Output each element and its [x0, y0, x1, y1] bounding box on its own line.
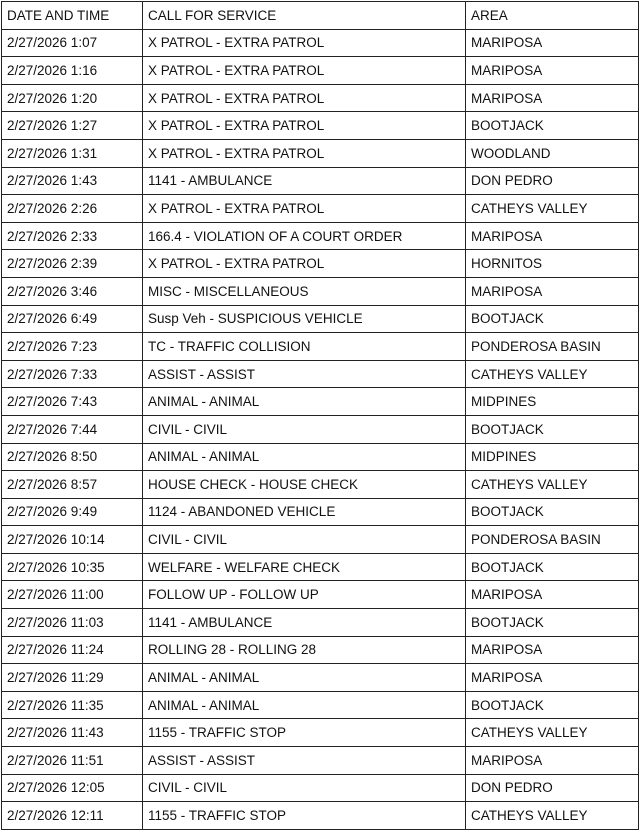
cell-call-for-service: 1124 - ABANDONED VEHICLE	[143, 498, 466, 526]
cell-date-time: 2/27/2026 6:49	[2, 305, 143, 333]
cell-area: BOOTJACK	[466, 691, 639, 719]
table-row	[2, 333, 639, 361]
table-row	[2, 664, 639, 692]
cell-call-for-service: 1141 - AMBULANCE	[143, 609, 466, 637]
cell-area: PONDEROSA BASIN	[466, 526, 639, 554]
cell-call-for-service: ROLLING 28 - ROLLING 28	[143, 636, 466, 664]
cell-area: MIDPINES	[466, 388, 639, 416]
table-row	[2, 415, 639, 443]
cell-call-for-service: CIVIL - CIVIL	[143, 526, 466, 554]
cell-call-for-service: 1155 - TRAFFIC STOP	[143, 719, 466, 747]
cell-date-time: 2/27/2026 7:43	[2, 388, 143, 416]
cell-call-for-service: MISC - MISCELLANEOUS	[143, 277, 466, 305]
header-call-for-service: CALL FOR SERVICE	[143, 2, 466, 30]
table-row	[2, 719, 639, 747]
cell-call-for-service: Susp Veh - SUSPICIOUS VEHICLE	[143, 305, 466, 333]
cell-date-time: 2/27/2026 1:27	[2, 112, 143, 140]
cell-call-for-service: HOUSE CHECK - HOUSE CHECK	[143, 471, 466, 499]
table-row	[2, 29, 639, 57]
cell-call-for-service: FOLLOW UP - FOLLOW UP	[143, 581, 466, 609]
cell-call-for-service: ANIMAL - ANIMAL	[143, 664, 466, 692]
cell-area: BOOTJACK	[466, 415, 639, 443]
table-row	[2, 553, 639, 581]
cell-call-for-service: ANIMAL - ANIMAL	[143, 691, 466, 719]
cell-date-time: 2/27/2026 11:24	[2, 636, 143, 664]
cell-date-time: 2/27/2026 11:43	[2, 719, 143, 747]
cell-area: CATHEYS VALLEY	[466, 360, 639, 388]
cell-area: CATHEYS VALLEY	[466, 195, 639, 223]
cell-date-time: 2/27/2026 12:11	[2, 802, 143, 830]
table-row	[2, 250, 639, 278]
cell-date-time: 2/27/2026 1:16	[2, 57, 143, 85]
cell-date-time: 2/27/2026 11:03	[2, 609, 143, 637]
cell-area: BOOTJACK	[466, 112, 639, 140]
header-date-time: DATE AND TIME	[2, 2, 143, 30]
cell-call-for-service: X PATROL - EXTRA PATROL	[143, 195, 466, 223]
cell-call-for-service: CIVIL - CIVIL	[143, 415, 466, 443]
table-row	[2, 636, 639, 664]
cell-date-time: 2/27/2026 3:46	[2, 277, 143, 305]
table-row	[2, 305, 639, 333]
cell-date-time: 2/27/2026 2:26	[2, 195, 143, 223]
cell-area: BOOTJACK	[466, 305, 639, 333]
calls-table	[1, 1, 639, 830]
cell-date-time: 2/27/2026 1:43	[2, 167, 143, 195]
table-row	[2, 277, 639, 305]
cell-area: MARIPOSA	[466, 277, 639, 305]
table-row	[2, 471, 639, 499]
cell-area: MARIPOSA	[466, 664, 639, 692]
cell-call-for-service: TC - TRAFFIC COLLISION	[143, 333, 466, 361]
cell-date-time: 2/27/2026 7:23	[2, 333, 143, 361]
cell-date-time: 2/27/2026 1:20	[2, 84, 143, 112]
cell-date-time: 2/27/2026 11:00	[2, 581, 143, 609]
cell-call-for-service: X PATROL - EXTRA PATROL	[143, 84, 466, 112]
cell-date-time: 2/27/2026 9:49	[2, 498, 143, 526]
cell-call-for-service: X PATROL - EXTRA PATROL	[143, 29, 466, 57]
table-row	[2, 139, 639, 167]
cell-area: DON PEDRO	[466, 167, 639, 195]
cell-area: MARIPOSA	[466, 747, 639, 775]
table-row	[2, 57, 639, 85]
table-row	[2, 195, 639, 223]
cell-area: MARIPOSA	[466, 57, 639, 85]
cell-area: DON PEDRO	[466, 774, 639, 802]
cell-date-time: 2/27/2026 11:35	[2, 691, 143, 719]
cell-area: MARIPOSA	[466, 222, 639, 250]
cell-area: BOOTJACK	[466, 498, 639, 526]
cell-date-time: 2/27/2026 7:33	[2, 360, 143, 388]
table-row	[2, 498, 639, 526]
cell-date-time: 2/27/2026 7:44	[2, 415, 143, 443]
cell-call-for-service: ASSIST - ASSIST	[143, 747, 466, 775]
cell-call-for-service: X PATROL - EXTRA PATROL	[143, 250, 466, 278]
cell-call-for-service: 1155 - TRAFFIC STOP	[143, 802, 466, 830]
table-row	[2, 581, 639, 609]
cell-date-time: 2/27/2026 12:05	[2, 774, 143, 802]
cell-call-for-service: ANIMAL - ANIMAL	[143, 388, 466, 416]
cell-date-time: 2/27/2026 8:50	[2, 443, 143, 471]
cell-call-for-service: ASSIST - ASSIST	[143, 360, 466, 388]
table-row	[2, 84, 639, 112]
cell-call-for-service: 1141 - AMBULANCE	[143, 167, 466, 195]
table-row	[2, 112, 639, 140]
table-row	[2, 747, 639, 775]
cell-call-for-service: ANIMAL - ANIMAL	[143, 443, 466, 471]
cell-area: CATHEYS VALLEY	[466, 802, 639, 830]
cell-date-time: 2/27/2026 2:33	[2, 222, 143, 250]
cell-area: WOODLAND	[466, 139, 639, 167]
cell-date-time: 2/27/2026 2:39	[2, 250, 143, 278]
table-row	[2, 609, 639, 637]
table-row	[2, 167, 639, 195]
cell-date-time: 2/27/2026 10:35	[2, 553, 143, 581]
cell-area: HORNITOS	[466, 250, 639, 278]
cell-call-for-service: X PATROL - EXTRA PATROL	[143, 112, 466, 140]
cell-date-time: 2/27/2026 1:07	[2, 29, 143, 57]
cell-date-time: 2/27/2026 11:29	[2, 664, 143, 692]
cell-call-for-service: X PATROL - EXTRA PATROL	[143, 57, 466, 85]
table-row	[2, 222, 639, 250]
cell-area: MARIPOSA	[466, 581, 639, 609]
header-area: AREA	[466, 2, 639, 30]
cell-date-time: 2/27/2026 8:57	[2, 471, 143, 499]
cell-call-for-service: WELFARE - WELFARE CHECK	[143, 553, 466, 581]
header-row	[2, 2, 639, 30]
cell-area: CATHEYS VALLEY	[466, 719, 639, 747]
cell-date-time: 2/27/2026 10:14	[2, 526, 143, 554]
table-body	[2, 29, 639, 829]
cell-call-for-service: X PATROL - EXTRA PATROL	[143, 139, 466, 167]
cell-area: BOOTJACK	[466, 609, 639, 637]
table-row	[2, 388, 639, 416]
table-row	[2, 802, 639, 830]
cell-area: MARIPOSA	[466, 29, 639, 57]
cell-area: MARIPOSA	[466, 636, 639, 664]
table-row	[2, 691, 639, 719]
cell-area: CATHEYS VALLEY	[466, 471, 639, 499]
table-row	[2, 360, 639, 388]
cell-date-time: 2/27/2026 1:31	[2, 139, 143, 167]
cell-area: MARIPOSA	[466, 84, 639, 112]
cell-call-for-service: 166.4 - VIOLATION OF A COURT ORDER	[143, 222, 466, 250]
table-row	[2, 526, 639, 554]
table-row	[2, 443, 639, 471]
cell-call-for-service: CIVIL - CIVIL	[143, 774, 466, 802]
cell-date-time: 2/27/2026 11:51	[2, 747, 143, 775]
cell-area: PONDEROSA BASIN	[466, 333, 639, 361]
cell-area: BOOTJACK	[466, 553, 639, 581]
table-row	[2, 774, 639, 802]
cell-area: MIDPINES	[466, 443, 639, 471]
